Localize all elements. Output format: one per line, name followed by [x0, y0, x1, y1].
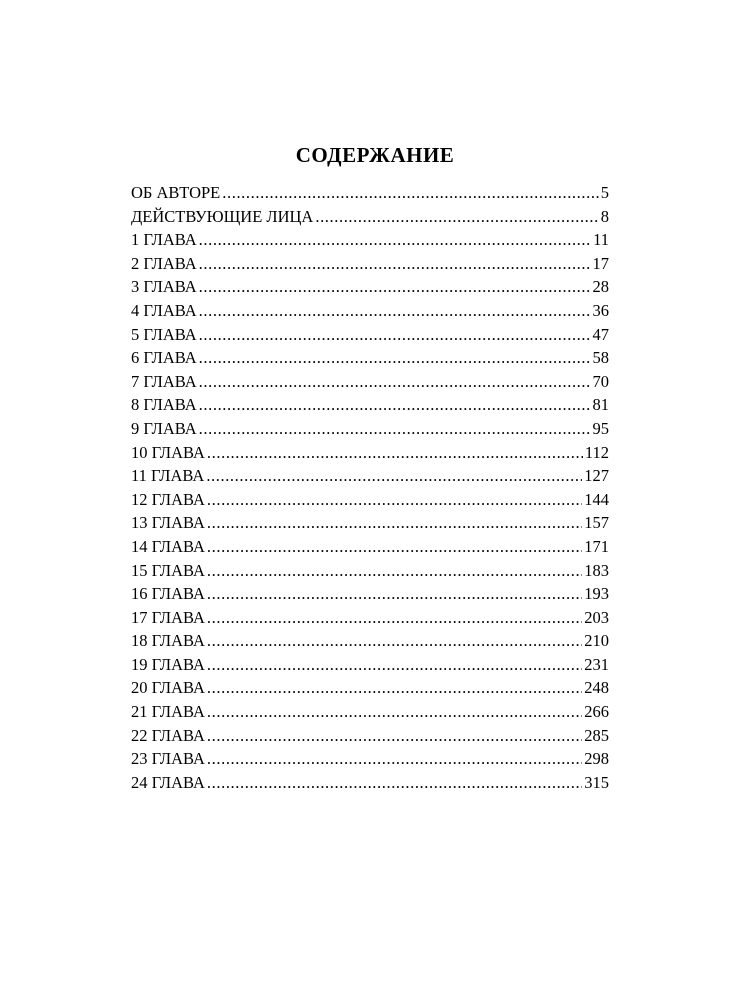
toc-entry [131, 252, 609, 276]
toc-entry-label: 20 ГЛАВА [131, 678, 205, 698]
toc-entry-label: 24 ГЛАВА [131, 772, 205, 792]
toc-entry [131, 205, 609, 229]
toc-entry-label: 3 ГЛАВА [131, 277, 197, 297]
toc-entry-label: 7 ГЛАВА [131, 371, 197, 391]
toc-entry-page: 248 [584, 678, 609, 698]
toc-entry-page: 183 [584, 560, 609, 580]
toc-entry-page: 127 [584, 466, 609, 486]
toc-entry [131, 464, 609, 488]
dot-leader [199, 275, 591, 299]
toc-entry [131, 417, 609, 441]
toc-entry-page: 210 [584, 631, 609, 651]
dot-leader [207, 747, 582, 771]
dot-leader [207, 559, 582, 583]
toc-entry-page: 285 [584, 725, 609, 745]
toc-entry-page: 5 [600, 183, 609, 202]
toc-entry-page: 266 [584, 702, 609, 722]
dot-leader [199, 346, 591, 370]
toc-entry [131, 323, 609, 347]
toc-entry [131, 653, 609, 677]
toc-entry-label: 10 ГЛАВА [131, 442, 205, 462]
toc-entry-label: 16 ГЛАВА [131, 584, 205, 604]
toc-entry [131, 606, 609, 630]
toc-entry-label: 6 ГЛАВА [131, 348, 197, 368]
toc-entry-page: 8 [600, 206, 609, 226]
toc-entry-page: 28 [592, 277, 609, 297]
toc-entry-page: 11 [593, 230, 609, 250]
dot-leader [222, 181, 598, 205]
toc-entry [131, 629, 609, 653]
toc-entry [131, 535, 609, 559]
dot-leader [207, 629, 582, 653]
toc-entry-page: 17 [592, 253, 609, 273]
toc-entry [131, 370, 609, 394]
dot-leader [207, 771, 582, 795]
toc-entry-label: 22 ГЛАВА [131, 725, 205, 745]
toc-entry-label: 13 ГЛАВА [131, 513, 205, 533]
toc-entry-page: 95 [592, 418, 609, 438]
toc-entry [131, 676, 609, 700]
toc-entry-label: 21 ГЛАВА [131, 702, 205, 722]
toc-entry [131, 559, 609, 583]
toc-entry-page: 203 [584, 607, 609, 627]
toc-entry [131, 488, 609, 512]
toc-entry-label: 9 ГЛАВА [131, 418, 197, 438]
toc-entry [131, 346, 609, 370]
toc-entry-label: 15 ГЛАВА [131, 560, 205, 580]
dot-leader [207, 700, 582, 724]
toc-entry [131, 582, 609, 606]
toc-entry-page: 298 [584, 749, 609, 769]
toc-entry [131, 275, 609, 299]
toc-entry-page: 58 [592, 348, 609, 368]
toc-entry-label: 4 ГЛАВА [131, 300, 197, 320]
toc-entry-label: 23 ГЛАВА [131, 749, 205, 769]
dot-leader [199, 228, 591, 252]
toc-entry-page: 81 [592, 395, 609, 415]
dot-leader [207, 511, 582, 535]
toc-entry-label: 19 ГЛАВА [131, 654, 205, 674]
dot-leader [199, 323, 591, 347]
toc-entry-label: 5 ГЛАВА [131, 324, 197, 344]
toc-entry-page: 171 [584, 536, 609, 556]
toc-entry [131, 747, 609, 771]
dot-leader [199, 370, 591, 394]
toc-entry-label: 11 ГЛАВА [131, 466, 205, 486]
dot-leader [206, 464, 582, 488]
toc-entry-page: 112 [584, 442, 609, 462]
toc-entry-page: 70 [592, 371, 609, 391]
dot-leader [199, 299, 591, 323]
toc-entry-page: 193 [584, 584, 609, 604]
dot-leader [199, 252, 591, 276]
toc-entry [131, 511, 609, 535]
toc-entry-page: 47 [592, 324, 609, 344]
toc-entry-label: 8 ГЛАВА [131, 395, 197, 415]
toc-entry-page: 36 [592, 300, 609, 320]
dot-leader [207, 488, 582, 512]
dot-leader [315, 205, 598, 229]
toc-entry-label: ДЕЙСТВУЮЩИЕ ЛИЦА [131, 206, 314, 226]
toc-entry-label: 17 ГЛАВА [131, 607, 205, 627]
dot-leader [207, 441, 583, 465]
toc-entry-page: 144 [584, 489, 609, 509]
dot-leader [207, 535, 582, 559]
toc-entry-label: 14 ГЛАВА [131, 536, 205, 556]
toc-list [131, 181, 609, 794]
dot-leader [207, 582, 582, 606]
toc-entry [131, 181, 609, 205]
toc-entry [131, 299, 609, 323]
dot-leader [199, 393, 591, 417]
dot-leader [207, 606, 582, 630]
toc-entry [131, 724, 609, 748]
toc-entry-page: 315 [584, 772, 609, 792]
toc-entry-label: ОБ АВТОРЕ [131, 183, 221, 202]
dot-leader [207, 724, 582, 748]
toc-entry [131, 700, 609, 724]
toc-entry [131, 441, 609, 465]
dot-leader [199, 417, 591, 441]
toc-title: СОДЕРЖАНИЕ [295, 143, 455, 167]
dot-leader [207, 653, 582, 677]
toc-entry-page: 157 [584, 513, 609, 533]
toc-entry [131, 771, 609, 795]
toc-entry [131, 393, 609, 417]
toc-entry-page: 231 [584, 654, 609, 674]
toc-entry [131, 228, 609, 252]
toc-entry-label: 2 ГЛАВА [131, 253, 197, 273]
toc-entry-label: 18 ГЛАВА [131, 631, 205, 651]
toc-entry-label: 12 ГЛАВА [131, 489, 205, 509]
toc-entry-label: 1 ГЛАВА [131, 230, 197, 250]
dot-leader [207, 676, 582, 700]
